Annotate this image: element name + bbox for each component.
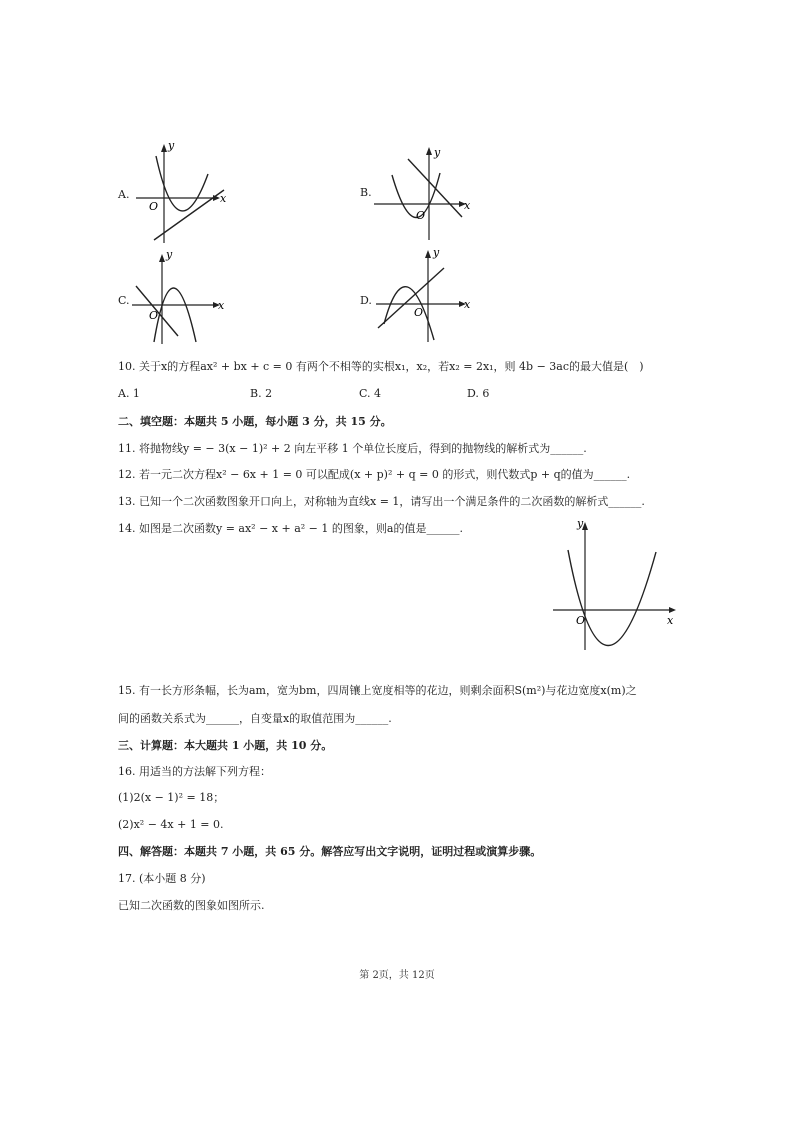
question-16: 16. 用适当的方法解下列方程： [118,765,271,778]
y-axis-label: y [434,146,441,159]
q10-option-c: C. 4 [359,387,382,400]
option-a-graph [128,138,238,248]
y-axis-label: y [577,517,584,530]
q10-option-d: D. 6 [467,387,490,400]
line-graph [378,268,444,328]
parabola-curve [568,550,656,646]
question-12: 12. 若一元二次方程x² − 6x + 1 = 0 可以配成(x + p)² + q = 0 的形式，则代数式p + q的值为______. [118,468,631,481]
question-13: 13. 已知一个二次函数图象开口向上，对称轴为直线x = 1，请写出一个满足条件的二次函数的解析式______. [118,495,645,508]
x-axis-label: x [218,299,225,312]
origin-label: O [576,614,586,627]
origin-label: O [416,209,426,222]
question-15-line-1: 15. 有一长方形条幅，长为am，宽为bm，四周镶上宽度相等的花边，则剩余面积S(m²)与花边宽度x(m)之 [118,684,637,697]
y-axis-label: y [166,248,173,261]
section-3-heading: 三、计算题：本大题共 1 小题，共 10 分。 [118,739,333,752]
question-17-title: 17. (本小题 8 分) [118,872,206,885]
x-axis-label: x [464,298,471,311]
origin-label: O [149,309,159,322]
q14-graph [548,512,684,654]
x-axis-label: x [667,614,674,627]
section-2-heading: 二、填空题：本题共 5 小题，每小题 3 分，共 15 分。 [118,415,392,428]
q10-option-b: B. 2 [250,387,273,400]
x-axis-label: x [220,192,227,205]
question-14: 14. 如图是二次函数y = ax² − x + a² − 1 的图象，则a的值是______. [118,522,463,535]
y-axis-arrow-icon [159,254,165,262]
question-10-stem: 10. 关于x的方程ax² + bx + c = 0 有两个不相等的实根x₁，x₂，若x₂ = 2x₁，则 4b − 3ac的最大值是( ) [118,360,644,373]
question-16-part-2: (2)x² − 4x + 1 = 0. [118,818,224,831]
option-d-graph [370,246,480,346]
question-17-text: 已知二次函数的图象如图所示. [118,899,265,912]
question-15-line-2: 间的函数关系式为______，自变量x的取值范围为______. [118,712,392,725]
x-axis-arrow-icon [669,607,676,613]
y-axis-arrow-icon [161,144,167,152]
section-4-heading: 四、解答题：本题共 7 小题，共 65 分。解答应写出文字说明，证明过程或演算步骤。 [118,845,542,858]
y-axis-arrow-icon [426,147,432,155]
y-axis-arrow-icon [425,250,431,258]
option-c-graph [128,248,238,348]
page-footer: 第 2页，共 12页 [359,970,435,981]
question-11: 11. 将抛物线y = − 3(x − 1)² + 2 向左平移 1 个单位长度后，得到的抛物线的解析式为______. [118,442,587,455]
option-c-label: C. [118,294,130,307]
option-d-label: D. [360,294,372,307]
origin-label: O [149,200,159,213]
option-a-label: A. [118,188,130,201]
option-b-label: B. [360,186,372,199]
x-axis-label: x [464,199,471,212]
y-axis-label: y [168,139,175,152]
origin-label: O [414,306,424,319]
option-b-graph [370,143,480,243]
parabola-curve [384,287,434,340]
q10-option-a: A. 1 [118,387,140,400]
question-16-part-1: (1)2(x − 1)² = 18； [118,791,225,804]
y-axis-label: y [433,246,440,259]
